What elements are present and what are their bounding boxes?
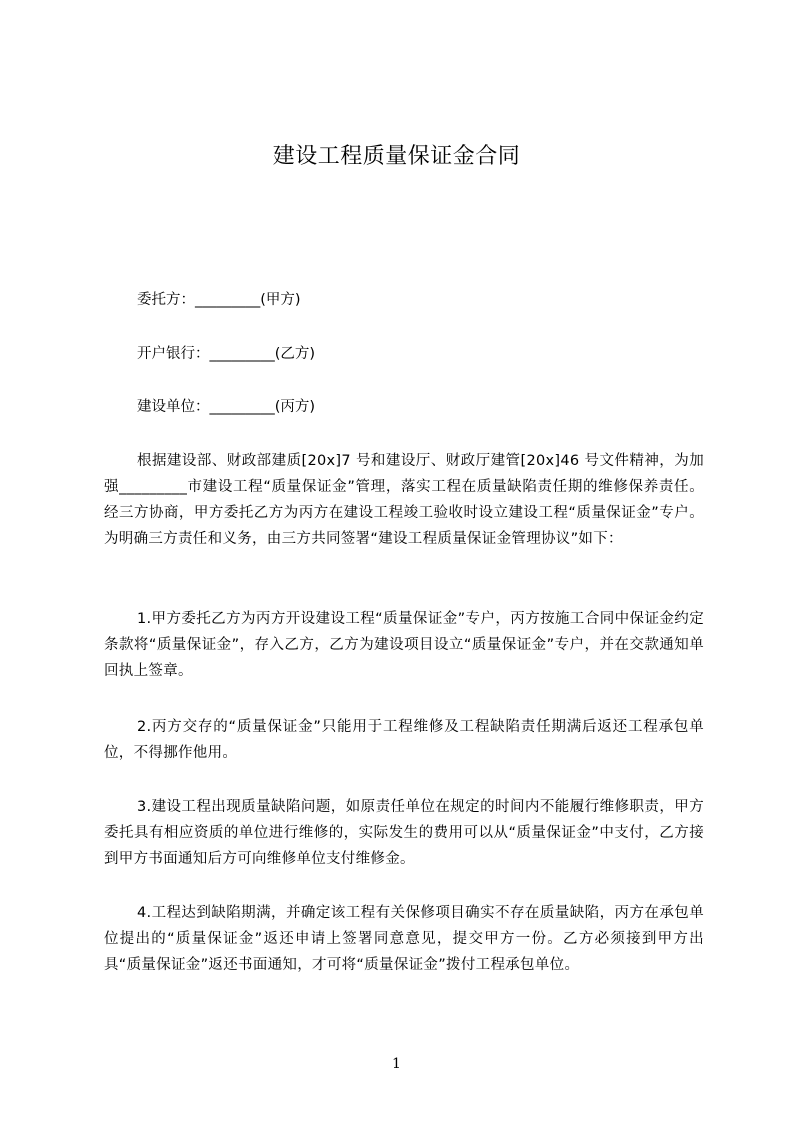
paragraph-clause-1: 1.甲方委托乙方为丙方开设建设工程“质量保证金”专户，丙方按施工合同中保证金约定条款将“质量保证金”，存入乙方，乙方为建设项目设立“质量保证金”专户，并在交款通知单回执上签章。	[104, 611, 704, 679]
page-number: 1	[392, 1056, 401, 1072]
party-client: 委托方：_________(甲方)	[137, 292, 301, 308]
paragraph-clause-4: 4.工程达到缺陷期满，并确定该工程有关保修项目确实不存在质量缺陷，丙方在承包单位提出的“质量保证金”返还申请上签署同意意见，提交甲方一份。乙方必须接到甲方出具“质量保证金”返还书面通知，才可将“质量保证金”拨付工程承包单位。	[104, 905, 704, 973]
paragraph-preamble: 根据建设部、财政部建质[20x]7 号和建设厅、财政厅建管[20x]46 号文件精神，为加强_________市建设工程“质量保证金”管理，落实工程在质量缺陷责任期的维修保养责任。经三方协商，甲方委托乙方为丙方在建设工程竣工验收时设立建设工程“质量保证金”专户。为明确三方责任和义务，由三方共同签署“建设工程质量保证金管理协议”如下：	[104, 453, 704, 547]
paragraph-clause-3: 3.建设工程出现质量缺陷问题，如原责任单位在规定的时间内不能履行维修职责，甲方委托具有相应资质的单位进行维修的，实际发生的费用可以从“质量保证金”中支付，乙方接到甲方书面通知后方可向维修单位支付维修金。	[104, 799, 704, 867]
document-title: 建设工程质量保证金合同	[272, 144, 521, 169]
paragraph-clause-2: 2.丙方交存的“质量保证金”只能用于工程维修及工程缺陷责任期满后返还工程承包单位，不得挪作他用。	[104, 719, 704, 761]
party-bank: 开户银行：_________(乙方)	[137, 346, 316, 362]
party-builder: 建设单位：_________(丙方)	[137, 399, 316, 415]
